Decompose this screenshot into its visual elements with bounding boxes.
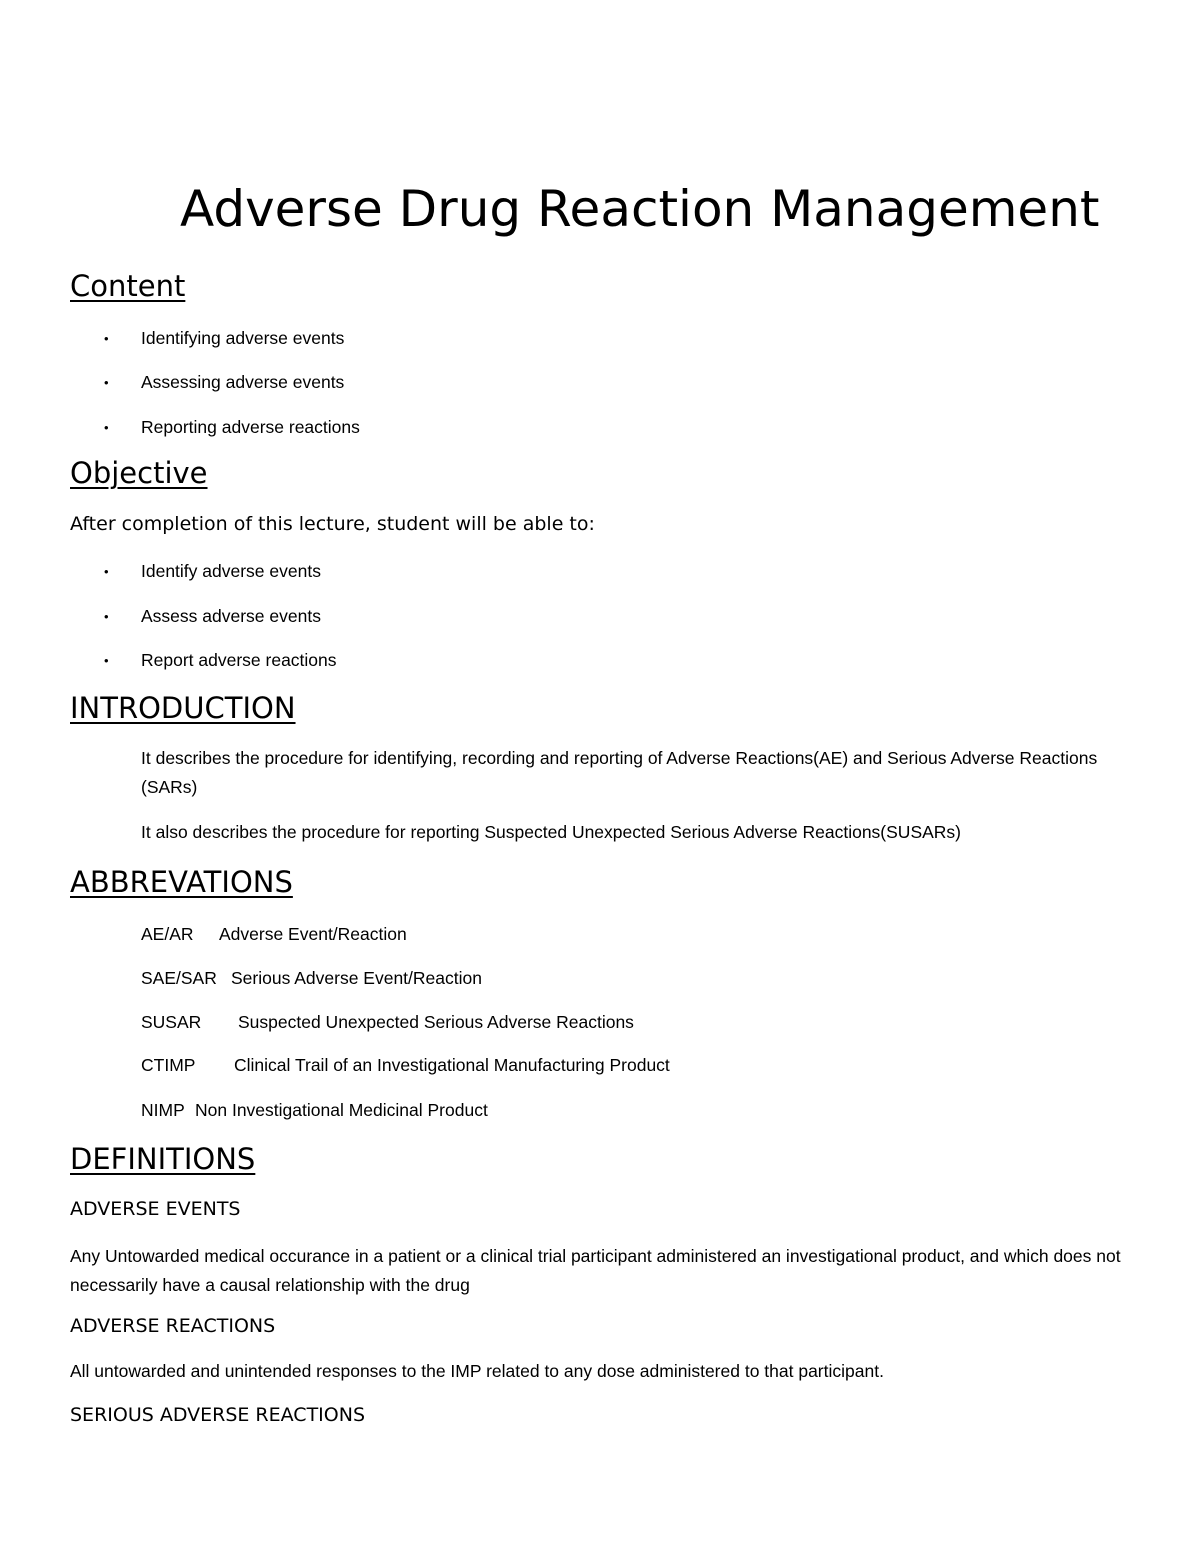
- introduction-paragraph: It describes the procedure for identifying, recording and reporting of Adverse Reactions(AE) and Serious Adverse Reactions (SARs): [141, 748, 1098, 797]
- abbreviation-row: [141, 1052, 670, 1078]
- bullet-icon: •: [104, 420, 109, 435]
- objective-item-text: Identify adverse events: [141, 561, 321, 581]
- abbreviation-meaning: Suspected Unexpected Serious Adverse Reactions: [238, 1012, 634, 1032]
- bullet-icon: •: [104, 564, 109, 579]
- bullet-icon: •: [104, 653, 109, 668]
- abbreviation-term: AE/AR: [141, 924, 194, 944]
- adverse-reactions-subheading: ADVERSE REACTIONS: [70, 1315, 276, 1337]
- content-item-text: Identifying adverse events: [141, 328, 345, 348]
- abbreviation-meaning: Serious Adverse Event/Reaction: [231, 968, 482, 988]
- content-list-item: [104, 325, 344, 352]
- abbreviation-term: CTIMP: [141, 1055, 196, 1075]
- abbreviation-term: NIMP: [141, 1100, 185, 1120]
- content-list-item: [104, 369, 344, 396]
- introduction-heading: INTRODUCTION: [70, 691, 296, 725]
- adverse-events-subheading: ADVERSE EVENTS: [70, 1198, 241, 1220]
- content-item-text: Reporting adverse reactions: [141, 417, 360, 437]
- document-title: Adverse Drug Reaction Management: [180, 180, 1100, 238]
- objective-heading: Objective: [70, 456, 208, 490]
- adverse-events-definition: Any Untowarded medical occurance in a patient or a clinical trial participant administered an investigational product, and which does not necessarily have a causal relationship with the drug: [70, 1246, 1121, 1295]
- abbreviation-row: [141, 921, 407, 947]
- bullet-icon: •: [104, 375, 109, 390]
- abbreviation-row: [141, 1009, 634, 1035]
- objective-intro: After completion of this lecture, student will be able to:: [70, 513, 595, 535]
- introduction-paragraph: It also describes the procedure for reporting Suspected Unexpected Serious Adverse Reactions(SUSARs): [141, 822, 962, 842]
- objective-item-text: Report adverse reactions: [141, 650, 337, 670]
- content-item-text: Assessing adverse events: [141, 372, 345, 392]
- abbreviation-row: [141, 965, 482, 991]
- objective-list-item: [104, 603, 321, 630]
- bullet-icon: •: [104, 331, 109, 346]
- content-list-item: [104, 414, 360, 441]
- content-heading: Content: [70, 269, 186, 303]
- objective-list-item: [104, 647, 337, 674]
- abbreviation-row: [141, 1097, 488, 1123]
- abbreviation-term: SUSAR: [141, 1012, 202, 1032]
- objective-item-text: Assess adverse events: [141, 606, 321, 626]
- objective-list-item: [104, 558, 321, 585]
- abbreviation-meaning: Clinical Trail of an Investigational Manufacturing Product: [234, 1055, 670, 1075]
- abbreviation-term: SAE/SAR: [141, 968, 217, 988]
- abbreviations-heading: ABBREVATIONS: [70, 865, 293, 899]
- definitions-heading: DEFINITIONS: [70, 1142, 256, 1176]
- bullet-icon: •: [104, 609, 109, 624]
- serious-adverse-reactions-subheading: SERIOUS ADVERSE REACTIONS: [70, 1404, 366, 1426]
- adverse-reactions-definition: All untowarded and unintended responses to the IMP related to any dose administered to that participant.: [70, 1361, 884, 1381]
- abbreviation-meaning: Adverse Event/Reaction: [219, 924, 407, 944]
- abbreviation-meaning: Non Investigational Medicinal Product: [195, 1100, 488, 1120]
